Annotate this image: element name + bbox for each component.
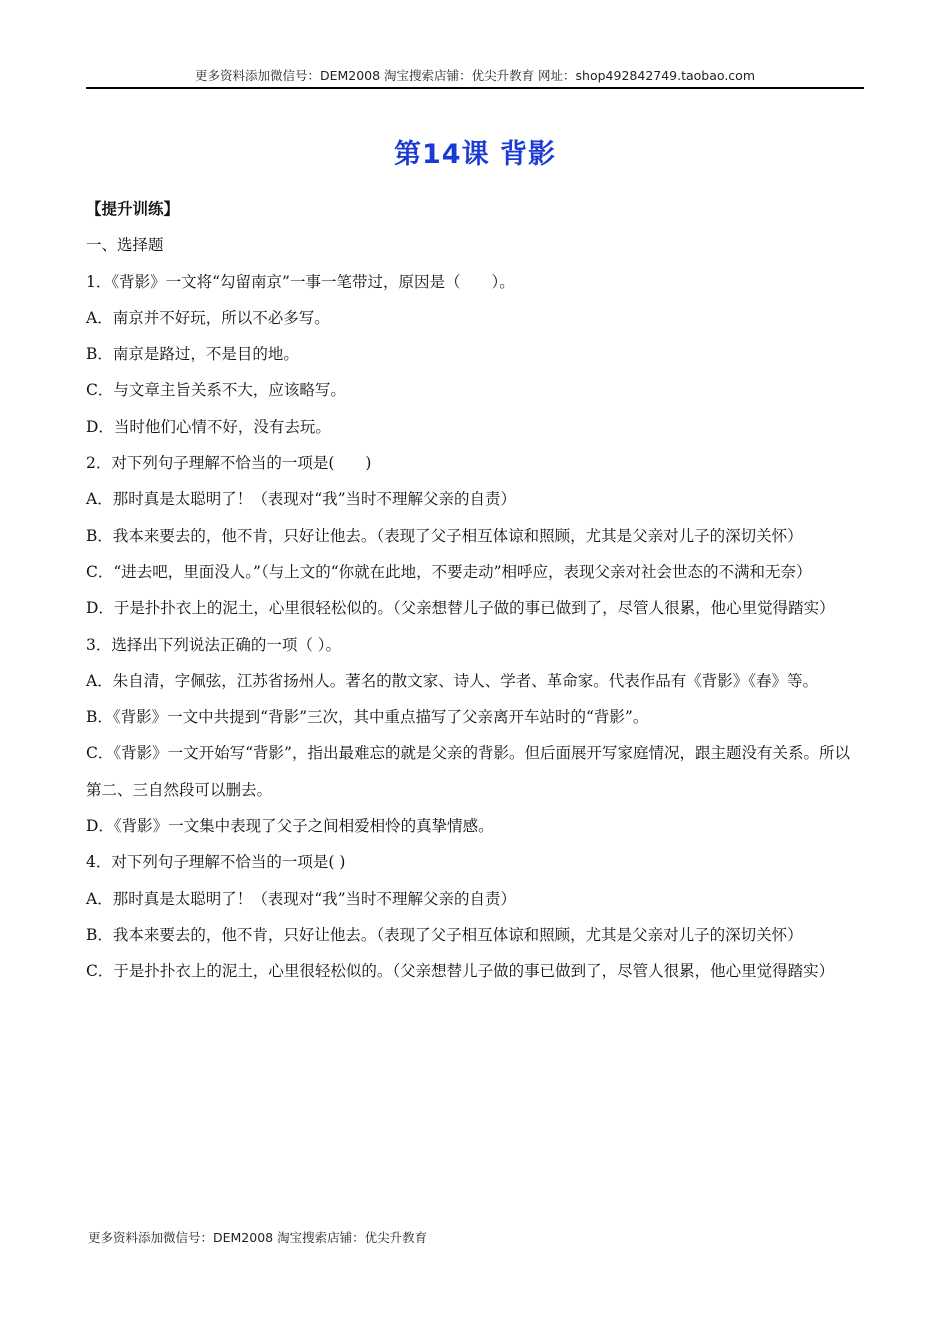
- question-2-option-d: D．于是扑扑衣上的泥土，心里很轻松似的。（父亲想替儿子做的事已做到了，尽管人很累，他心里觉得踏实）: [86, 599, 835, 618]
- question-3-stem: 3．选择出下列说法正确的一项（ ）。: [86, 635, 342, 654]
- question-3-option-c: C．《背影》一文开始写“背影”，指出最难忘的就是父亲的背影。但后面展开写家庭情况，跟主题没有关系。所以第二、三自然段可以删去。: [86, 744, 850, 799]
- question-3-option-b: B．《背影》一文中共提到“背影”三次，其中重点描写了父亲离开车站时的“背影”。: [86, 708, 649, 727]
- question-3-option-d: D．《背影》一文集中表现了父子之间相爱相怜的真挚情感。: [86, 817, 494, 836]
- document-body: [86, 191, 856, 990]
- question-1-stem: 1．《背影》一文将“勾留南京”一事一笔带过，原因是（ ）。: [86, 272, 515, 291]
- question-2-stem: 2．对下列句子理解不恰当的一项是( ): [86, 454, 372, 473]
- question-4-stem: 4．对下列句子理解不恰当的一项是( ): [86, 853, 346, 872]
- section-heading: 【提升训练】: [86, 200, 180, 218]
- header-rule: [86, 87, 864, 89]
- lesson-title: 第14课 背影: [394, 139, 556, 170]
- question-4-option-a: A．那时真是太聪明了！（表现对“我”当时不理解父亲的自责）: [86, 889, 517, 908]
- page-header: 更多资料添加微信号：DEM2008 淘宝搜索店铺：优尖升教育 网址：shop492842749.taobao.com: [194, 68, 756, 83]
- question-3-option-a: A．朱自清，字佩弦，江苏省扬州人。著名的散文家、诗人、学者、革命家。代表作品有《背影》《春》等。: [86, 671, 818, 690]
- question-4-option-b: B．我本来要去的，他不肯，只好让他去。（表现了父子相互体谅和照顾，尤其是父亲对儿子的深切关怀）: [86, 925, 803, 944]
- question-1-option-b: B．南京是路过，不是目的地。: [86, 345, 299, 364]
- question-1-option-a: A．南京并不好玩，所以不必多写。: [86, 308, 330, 327]
- question-2-option-c: C．“进去吧，里面没人。”（与上文的“你就在此地，不要走动”相呼应，表现父亲对社会世态的不满和无奈）: [86, 562, 812, 581]
- page-footer: 更多资料添加微信号：DEM2008 淘宝搜索店铺：优尖升教育: [88, 1230, 428, 1245]
- question-1-option-d: D．当时他们心情不好，没有去玩。: [86, 417, 331, 436]
- subsection-heading: 一、选择题: [86, 236, 164, 255]
- question-2-option-b: B．我本来要去的，他不肯，只好让他去。（表现了父子相互体谅和照顾，尤其是父亲对儿子的深切关怀）: [86, 526, 803, 545]
- question-4-option-c: C．于是扑扑衣上的泥土，心里很轻松似的。（父亲想替儿子做的事已做到了，尽管人很累，他心里觉得踏实）: [86, 962, 835, 981]
- question-1-option-c: C．与文章主旨关系不大，应该略写。: [86, 381, 346, 400]
- question-2-option-a: A．那时真是太聪明了！（表现对“我”当时不理解父亲的自责）: [86, 490, 517, 509]
